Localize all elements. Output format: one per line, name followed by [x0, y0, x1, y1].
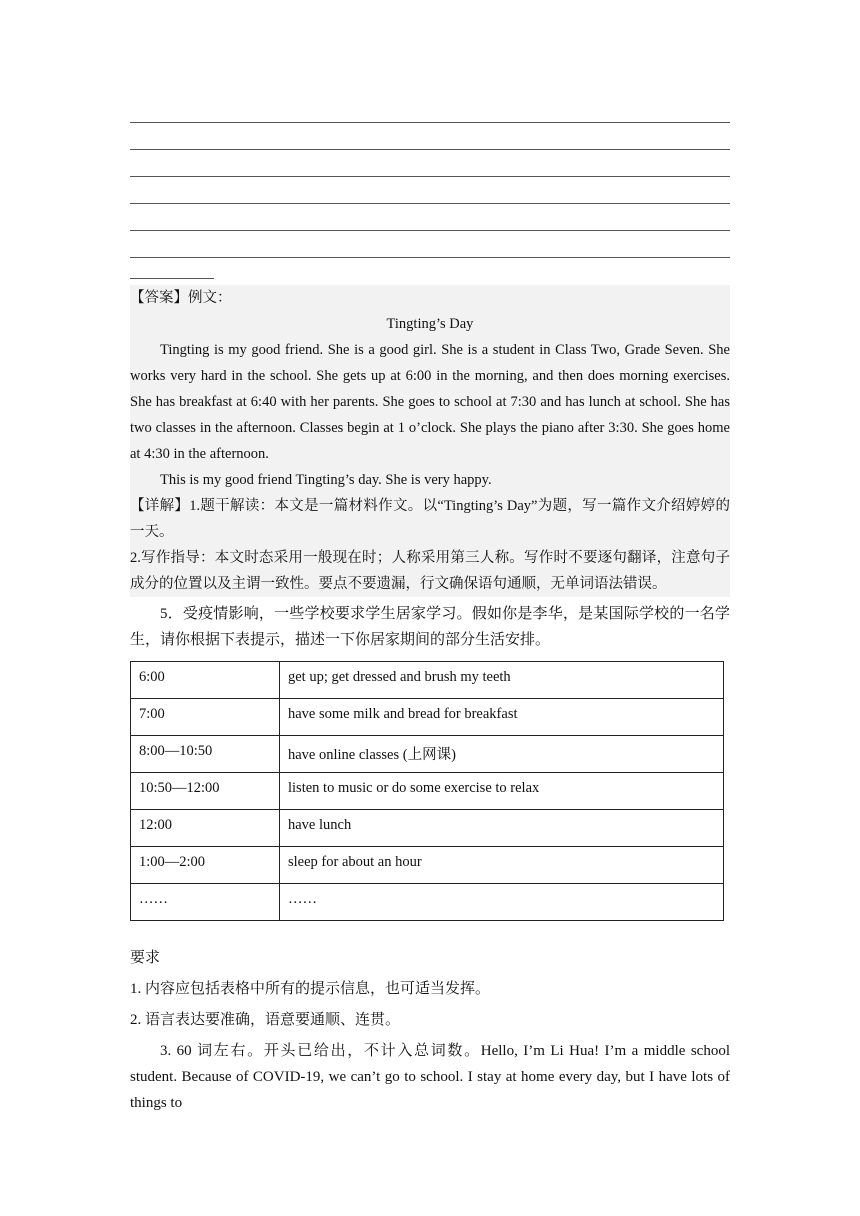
schedule-activity-cell: have some milk and bread for breakfast: [280, 699, 724, 736]
question-5-prompt: 5．受疫情影响，一些学校要求学生居家学习。假如你是李华，是某国际学校的一名学生，请你根据下表提示，描述一下你居家期间的部分生活安排。: [130, 606, 730, 648]
schedule-activity-cell: sleep for about an hour: [280, 847, 724, 884]
answer-label: 【答案】例文：: [130, 290, 232, 306]
document-page: [130, 0, 730, 1121]
detail-explanation-1: 【详解】1.题干解读：本文是一篇材料作文。以“Tingting’s Day”为题，写一篇作文介绍婷婷的一天。: [130, 498, 730, 540]
schedule-time-cell: 1:00—2:00: [131, 847, 280, 884]
essay-title: Tingting’s Day: [386, 316, 474, 332]
schedule-time-cell: 7:00: [131, 699, 280, 736]
schedule-activity-cell: have online classes (上网课): [280, 736, 724, 773]
table-row: [131, 699, 724, 736]
table-row: [131, 847, 724, 884]
table-row: [131, 662, 724, 699]
requirements: [130, 945, 730, 1116]
writing-line: [130, 123, 730, 150]
schedule-activity-cell: have lunch: [280, 810, 724, 847]
table-row: [131, 884, 724, 921]
schedule-activity-cell: get up; get dressed and brush my teeth: [280, 662, 724, 699]
answer-section: [130, 285, 730, 597]
table-row: [131, 810, 724, 847]
schedule-time-cell: 12:00: [131, 810, 280, 847]
schedule-time-cell: 10:50—12:00: [131, 773, 280, 810]
essay-paragraph-1: Tingting is my good friend. She is a good girl. She is a student in Class Two, Grade Seven. She works very hard in the school. She gets up at 6:00 in the morning, and then does morning exercises. She has breakfast at 6:40 with her parents. She goes to school at 7:30 and has lunch at school. She has two classes in the afternoon. Classes begin at 1 o’clock. She plays the piano after 3:30. She goes home at 4:30 in the afternoon.: [130, 342, 730, 462]
requirement-item-1: 1. 内容应包括表格中所有的提示信息，也可适当发挥。: [130, 981, 491, 997]
writing-line-short: [130, 258, 214, 279]
question-5: [130, 601, 730, 653]
writing-line: [130, 231, 730, 258]
schedule-time-cell: ……: [131, 884, 280, 921]
writing-line: [130, 150, 730, 177]
requirement-item-3: 3. 60 词左右。开头已给出，不计入总词数。Hello, I’m Li Hua! I’m a middle school student. Because of COVID-19, we can’t go to school. I stay at home every day, but I have lots of things to: [130, 1043, 730, 1111]
writing-line: [130, 177, 730, 204]
schedule-time-cell: 6:00: [131, 662, 280, 699]
writing-lines: [130, 96, 730, 279]
schedule-activity-cell: ……: [280, 884, 724, 921]
schedule-time-cell: 8:00—10:50: [131, 736, 280, 773]
table-row: [131, 736, 724, 773]
table-row: [131, 773, 724, 810]
writing-line: [130, 96, 730, 123]
schedule-table: [130, 661, 724, 921]
requirements-heading: 要求: [130, 950, 161, 966]
essay-paragraph-2: This is my good friend Tingting’s day. She is very happy.: [160, 472, 492, 488]
writing-line: [130, 204, 730, 231]
requirement-item-2: 2. 语言表达要准确，语意要通顺、连贯。: [130, 1012, 401, 1028]
detail-explanation-2: 2.写作指导：本文时态采用一般现在时；人称采用第三人称。写作时不要逐句翻译，注意句子成分的位置以及主谓一致性。要点不要遗漏，行文确保语句通顺，无单词语法错误。: [130, 550, 730, 592]
schedule-activity-cell: listen to music or do some exercise to relax: [280, 773, 724, 810]
